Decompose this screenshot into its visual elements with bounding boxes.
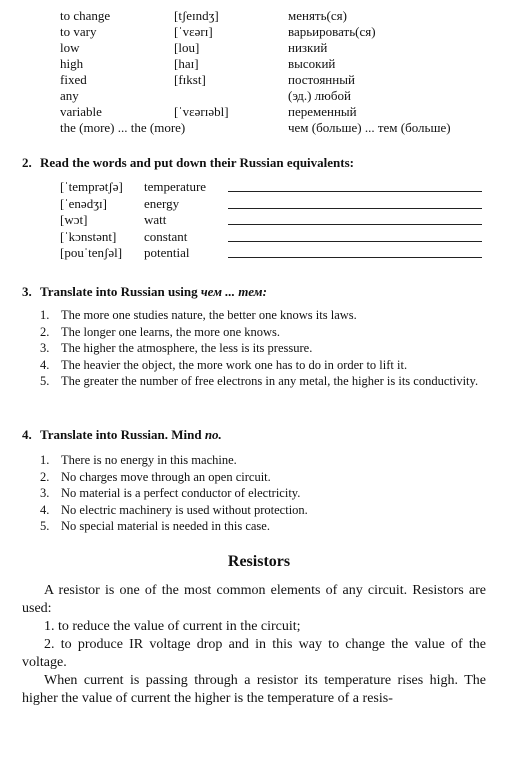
- word-english: energy: [144, 195, 180, 211]
- item-number: 4.: [40, 502, 50, 517]
- vocab-transcription: [haɪ]: [174, 56, 199, 71]
- vocab-transcription: [tʃeɪndʒ]: [174, 8, 219, 23]
- list-item: [40, 324, 486, 341]
- paragraph: 1. to reduce the value of current in the circuit;: [44, 619, 301, 634]
- task-instruction: Read the words and put down their Russian equivalents:: [40, 155, 354, 170]
- task-keyword: чем ... тем:: [200, 284, 267, 299]
- list-item: [40, 469, 486, 486]
- task-number: 4.: [22, 427, 32, 442]
- vocab-russian: переменный: [288, 104, 357, 119]
- section-body: [22, 582, 486, 708]
- vocab-row: [60, 56, 500, 72]
- vocab-english: any: [60, 88, 79, 103]
- item-text: The longer one learns, the more one knows.: [61, 324, 281, 339]
- word-transcription: [ˈkɔnstənt]: [60, 228, 117, 244]
- vocab-row: [60, 8, 500, 24]
- task-number: 2.: [22, 155, 32, 170]
- item-number: 1.: [40, 453, 50, 467]
- vocab-transcription: [lou]: [174, 40, 200, 55]
- paragraph: When current is passing through a resistor its temperature rises high. The higher the value of current the higher is the temperature of a resis-: [22, 673, 486, 706]
- word-row: [60, 212, 490, 229]
- answer-line: [228, 208, 482, 209]
- vocab-russian: варьировать(ся): [288, 24, 376, 39]
- task-number: 3.: [22, 284, 32, 299]
- vocab-row: [60, 120, 500, 136]
- vocab-row: [60, 24, 500, 40]
- list-item: [40, 307, 486, 324]
- word-transcription: [pouˈtenʃəl]: [60, 245, 123, 260]
- vocab-row: [60, 72, 500, 88]
- word-row: [60, 229, 490, 246]
- vocab-russian: высокий: [288, 56, 336, 71]
- vocab-english: fixed: [60, 72, 87, 87]
- list-item: [40, 518, 486, 535]
- item-number: 2.: [40, 469, 50, 484]
- answer-line: [228, 224, 482, 225]
- vocab-english: to change: [60, 8, 111, 23]
- vocab-transcription: [ˈvɛərɪəbl]: [174, 104, 229, 119]
- task-4-heading: [22, 427, 222, 443]
- vocab-row: [60, 40, 500, 56]
- answer-line: [228, 257, 482, 258]
- item-number: 5.: [40, 374, 50, 389]
- item-number: 5.: [40, 519, 50, 534]
- task-2-heading: [22, 155, 354, 171]
- word-english: constant: [144, 228, 188, 244]
- vocab-english: the (more) ... the (more): [60, 120, 186, 135]
- item-number: 2.: [40, 324, 50, 339]
- word-row: [60, 179, 490, 196]
- item-text: The greater the number of free electrons in any metal, the higher is its conductivity.: [61, 374, 479, 389]
- task-keyword: no.: [204, 427, 222, 442]
- list-item: [40, 502, 486, 519]
- word-english: watt: [144, 212, 167, 227]
- task-instruction: Translate into Russian. Mind: [40, 427, 205, 442]
- word-english: temperature: [144, 179, 207, 194]
- answer-line: [228, 191, 482, 192]
- word-transcription: [ˈtemprətʃə]: [60, 179, 123, 194]
- item-text: The more one studies nature, the better one knows its laws.: [61, 308, 357, 322]
- word-transcription: [ˈenədʒɪ]: [60, 195, 107, 211]
- item-text: There is no energy in this machine.: [61, 453, 237, 467]
- item-number: 3.: [40, 486, 50, 501]
- paragraph: A resistor is one of the most common elements of any circuit. Resistors are used:: [22, 583, 486, 616]
- vocab-english: to vary: [60, 24, 97, 39]
- list-item: [40, 373, 486, 390]
- word-row: [60, 245, 490, 262]
- item-text: No material is a perfect conductor of electricity.: [61, 486, 301, 501]
- item-number: 3.: [40, 341, 50, 356]
- vocab-row: [60, 104, 500, 120]
- list-item: [40, 340, 486, 357]
- vocab-row: [60, 88, 500, 104]
- vocab-russian: менять(ся): [288, 8, 347, 23]
- task-4-list: [40, 452, 486, 535]
- item-number: 4.: [40, 357, 50, 372]
- task-3-list: [40, 307, 486, 390]
- vocab-english: low: [60, 40, 80, 55]
- task-3-heading: [22, 284, 267, 300]
- vocab-russian: постоянный: [288, 72, 355, 87]
- item-text: The heavier the object, the more work one has to do in order to lift it.: [61, 357, 408, 372]
- word-row: [60, 196, 490, 213]
- item-text: No electric machinery is used without protection.: [61, 502, 308, 517]
- answer-line: [228, 241, 482, 242]
- transcription-exercise: [60, 179, 490, 262]
- word-english: potential: [144, 245, 190, 260]
- item-text: No special material is needed in this case.: [61, 519, 270, 534]
- vocab-russian: низкий: [288, 40, 328, 55]
- item-text: The higher the atmosphere, the less is its pressure.: [61, 341, 313, 356]
- vocab-english: high: [60, 56, 84, 71]
- item-text: No charges move through an open circuit.: [61, 469, 271, 484]
- item-number: 1.: [40, 308, 50, 322]
- list-item: [40, 485, 486, 502]
- list-item: [40, 357, 486, 374]
- vocab-russian: (эд.) любой: [288, 88, 351, 103]
- word-transcription: [wɔt]: [60, 212, 88, 227]
- vocab-transcription: [fɪkst]: [174, 72, 206, 87]
- vocab-transcription: [ˈvɛərɪ]: [174, 24, 213, 39]
- section-title: Resistors: [227, 553, 291, 570]
- paragraph: 2. to produce IR voltage drop and in this way to change the value of the voltage.: [22, 637, 486, 670]
- vocab-russian: чем (больше) ... тем (больше): [288, 120, 451, 135]
- task-instruction: Translate into Russian using: [40, 284, 201, 299]
- vocabulary-list: [60, 8, 500, 136]
- vocab-english: variable: [60, 104, 102, 119]
- list-item: [40, 452, 486, 469]
